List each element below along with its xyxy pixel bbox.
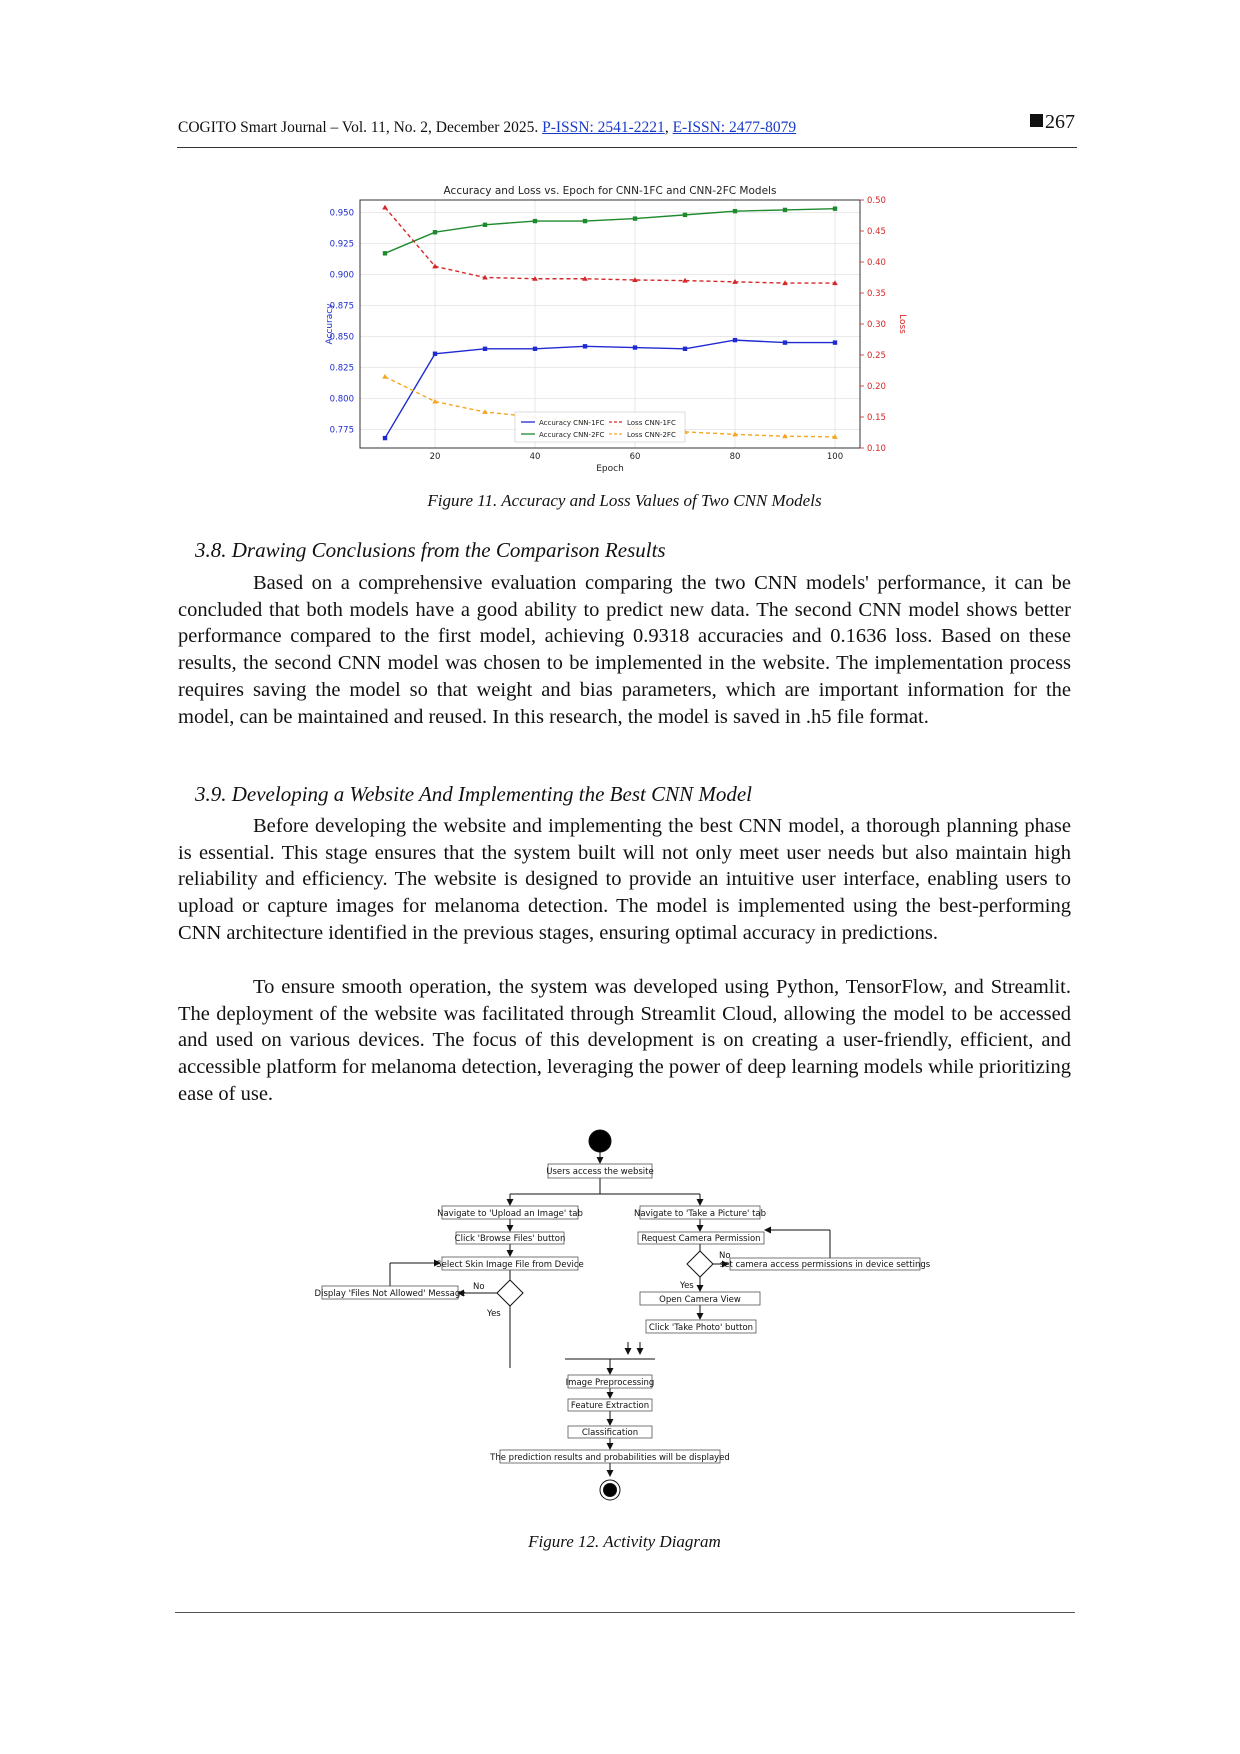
data-point-1 [533,219,537,223]
x-tick-label: 40 [529,452,541,462]
data-point-1 [683,213,687,217]
legend-label-3: Loss CNN-2FC [627,431,676,439]
data-point-0 [633,345,637,349]
node-files-not-allowed: Display 'Files Not Allowed' Message [314,1289,466,1299]
label-no-right: No [719,1251,731,1261]
series-line-1 [385,209,835,254]
y-tick-label: 0.950 [329,208,354,219]
data-point-0 [533,347,537,351]
data-point-1 [433,230,437,234]
data-point-0 [583,344,587,348]
legend-label-2: Loss CNN-1FC [627,419,676,427]
data-point-1 [483,223,487,227]
data-point-0 [683,347,687,351]
y-tick-label: 0.925 [329,239,354,250]
node-picture-tab: Navigate to 'Take a Picture' tab [633,1209,767,1219]
node-device-settings: set camera access permissions in device settings [719,1260,931,1270]
y-tick-label: 0.850 [329,332,354,343]
start-node [589,1130,611,1152]
node-select-file: Select Skin Image File from Device [436,1260,584,1270]
y-axis-label: Accuracy [325,303,335,345]
data-point-0 [383,436,387,440]
data-point-1 [583,219,587,223]
section-3-8-title: 3.8. Drawing Conclusions from the Comparison Results [195,538,666,562]
activity-diagram-svg [310,1120,950,1540]
end-node [604,1484,617,1497]
node-take-photo: Click 'Take Photo' button [648,1323,754,1333]
section-3-8-paragraph: Based on a comprehensive evaluation comparing the two CNN models' performance, it can be concluded that both models have a good ability to predict new data. The second CNN model shows better performance compared to the first model, achieving 0.9318 accuracies and 0.1636 loss. Based on these results, the second CNN model was chosen to be implemented in the website. The implementation process requires saving the model so that weight and bias parameters, which are important information for the model, can be maintained and reused. In this research, the model is saved in .h5 file format. [178,572,1071,728]
data-point-2 [432,264,438,269]
legend-label-1: Accuracy CNN-2FC [539,431,605,439]
node-browse: Click 'Browse Files' button [454,1234,566,1244]
label-yes-right: Yes [680,1281,694,1291]
activity-diagram [310,1120,950,1540]
y2-tick-label: 0.45 [867,227,886,237]
x-tick-label: 20 [429,452,441,462]
x-axis-label: Epoch [596,464,624,474]
y-tick-label: 0.800 [329,394,354,405]
y-tick-label: 0.900 [329,270,354,281]
figure12-caption: Figure 12. Activity Diagram [528,1532,721,1551]
data-point-0 [833,340,837,344]
series-line-2 [385,207,835,283]
eissn-link[interactable]: E-ISSN: 2477-8079 [672,119,797,136]
y2-tick-label: 0.15 [867,413,886,423]
y2-axis-label: Loss [897,314,907,334]
data-point-1 [833,206,837,210]
data-point-1 [733,209,737,213]
node-camera-view: Open Camera View [659,1295,741,1305]
y2-tick-label: 0.40 [867,258,886,268]
decision-left [497,1280,523,1306]
node-camera-permission: Request Camera Permission [641,1234,761,1244]
square-bullet-icon [1030,114,1043,127]
section-3-9-paragraph-1: Before developing the website and implementing the best CNN model, a thorough planning phase is essential. This stage ensures that the system built will not only meet user needs but also maintain high reliability and efficiency. The website is designed to provide an intuitive user interface, enabling users to upload or capture images for melanoma detection. The model is implemented using the best-performing CNN architecture identified in the previous stages, ensuring optimal accuracy in predictions. [178,815,1071,944]
section-3-9-title: 3.9. Developing a Website And Implementing the Best CNN Model [195,782,752,806]
running-header [178,111,1075,138]
node-preprocessing: Image Preprocessing [565,1378,655,1388]
chart-title: Accuracy and Loss vs. Epoch for CNN-1FC and CNN-2FC Models [443,185,777,197]
data-point-1 [783,208,787,212]
y-tick-label: 0.825 [329,363,354,374]
x-tick-label: 80 [729,452,741,462]
header-rule [177,147,1077,148]
data-point-0 [483,347,487,351]
node-access: Users access the website [546,1167,654,1177]
data-point-0 [783,340,787,344]
accuracy-loss-chart [320,182,920,482]
data-point-2 [382,205,388,210]
y-tick-label: 0.775 [329,425,354,436]
page-number [1030,112,1075,132]
data-point-1 [633,216,637,220]
y2-tick-label: 0.20 [867,382,886,392]
figure11-caption: Figure 11. Accuracy and Loss Values of Two CNN Models [427,491,822,510]
y2-tick-label: 0.50 [867,196,886,206]
y2-tick-label: 0.35 [867,289,886,299]
node-upload-tab: Navigate to 'Upload an Image' tab [437,1209,583,1219]
decision-right [687,1251,713,1277]
page-number-text: 267 [1045,111,1075,133]
data-point-0 [433,352,437,356]
y-tick-label: 0.875 [329,301,354,312]
footer-rule [175,1612,1075,1613]
pissn-link[interactable]: P-ISSN: 2541-2221 [542,119,665,136]
node-feature-extraction: Feature Extraction [570,1401,650,1411]
legend-label-0: Accuracy CNN-1FC [539,419,605,427]
y2-tick-label: 0.25 [867,351,886,361]
data-point-0 [733,338,737,342]
section-3-9-paragraph-2: To ensure smooth operation, the system was developed using Python, TensorFlow, and Streamlit. The deployment of the website was facilitated through Streamlit Cloud, allowing the model to be accessed and used on various devices. The focus of this development is on creating a user-friendly, efficient, and accessible platform for melanoma detection, leveraging the power of deep learning models while prioritizing ease of use. [178,976,1071,1105]
journal-info: COGITO Smart Journal – Vol. 11, No. 2, December 2025. [178,119,539,136]
node-classification: Classification [581,1428,639,1438]
label-yes-left: Yes [487,1309,501,1319]
x-tick-label: 60 [629,452,641,462]
issn-separator: , [664,119,669,136]
x-tick-label: 100 [826,452,844,462]
label-no-left: No [473,1282,485,1292]
data-point-1 [383,251,387,255]
y2-tick-label: 0.30 [867,320,886,330]
data-point-3 [432,399,438,404]
y2-tick-label: 0.10 [867,444,886,454]
data-point-3 [382,374,388,379]
chart-svg [320,182,920,482]
node-results: The prediction results and probabilities will be displayed [490,1453,730,1463]
